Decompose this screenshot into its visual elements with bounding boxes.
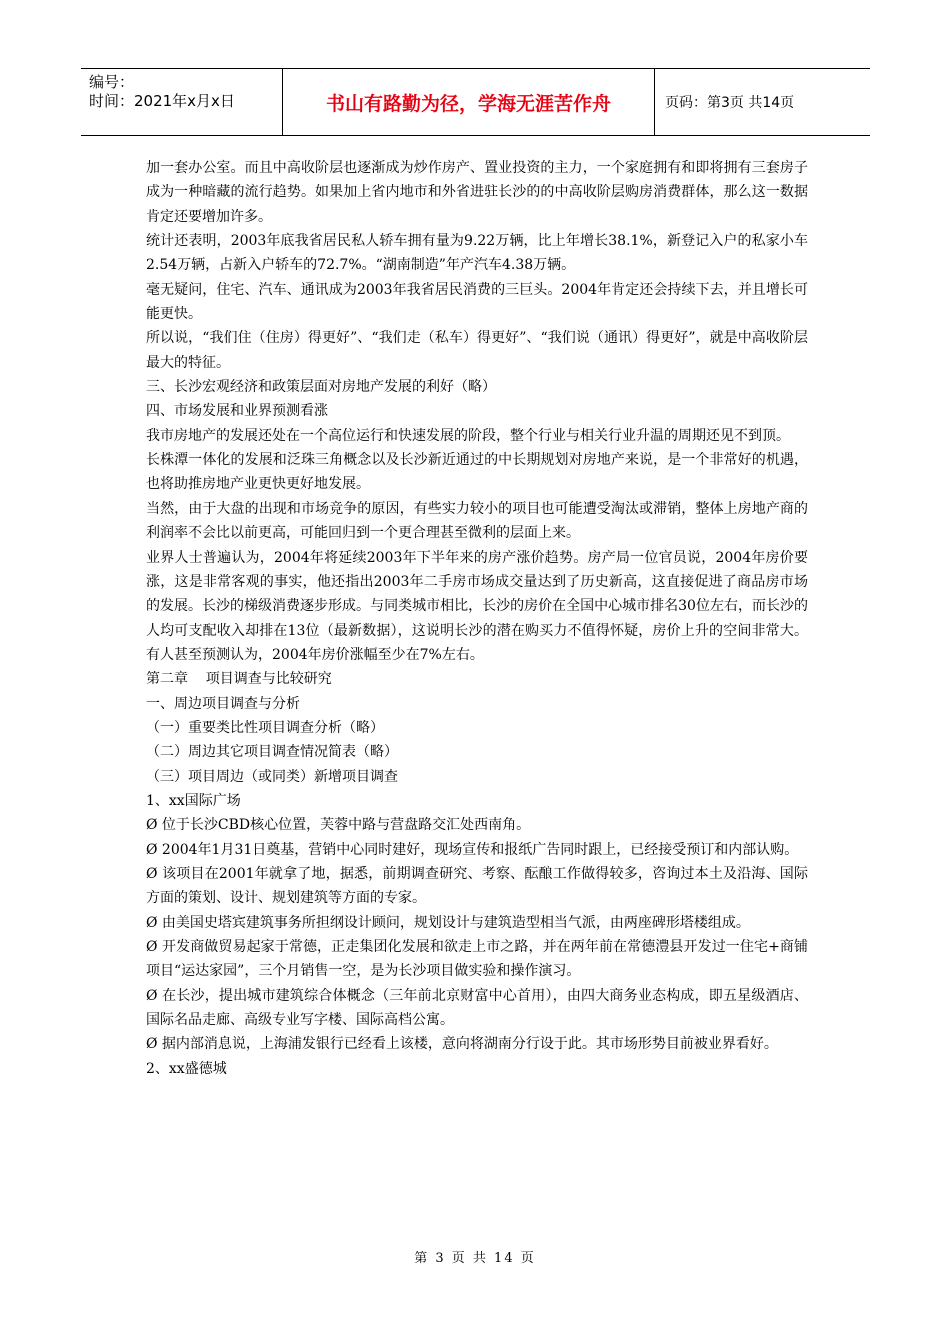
paragraph: 加一套办公室。而且中高收阶层也逐渐成为炒作房产、置业投资的主力，一个家庭拥有和即将拥有三套房子成为一种暗藏的流行趋势。如果加上省内地市和外省进驻长沙的的中高收阶层购房消费群体，那么这一数据肯定还要增加许多。 [146,160,808,225]
document-time: 时间：2021年x月x日 [89,92,235,110]
subsection-heading: （二）周边其它项目调查情况简表（略） [146,744,398,761]
paragraph: 统计还表明，2003年底我省居民私人轿车拥有量为9.22万辆，比上年增长38.1%，新登记入户的私家小车2.54万辆，占新入户轿车的72.7%。“湖南制造”年产汽车4.38万辆。 [146,233,808,274]
page-header [81,68,870,136]
paragraph: 业界人士普遍认为，2004年将延续2003年下半年来的房产涨价趋势。房产局一位官员说，2004年房价要涨，这是非常客观的事实，他还指出2003年二手房市场成交量达到了历史新高，这直接促进了商品房市场的发展。长沙的梯级消费逐步形成。与同类城市相比，长沙的房价在全国中心城市排名30位左右，而长沙的人均可支配收入却排在13位（最新数据），这说明长沙的潜在购买力不值得怀疑，房价上升的空间非常大。有人甚至预测认为，2004年房价涨幅至少在7%左右。 [146,549,808,663]
bullet-item: Ø 开发商做贸易起家于常德，正走集团化发展和欲走上市之路，并在两年前在常德澧县开发过一住宅+商铺项目“运达家园”，三个月销售一空，是为长沙项目做实验和操作演习。 [146,939,808,980]
document-number: 编号： [89,73,135,91]
paragraph: 长株潭一体化的发展和泛珠三角概念以及长沙新近通过的中长期规划对房地产来说，是一个非常好的机遇，也将助推房地产业更快更好地发展。 [146,452,808,493]
bullet-item: Ø 由美国史塔宾建筑事务所担纲设计顾问，规划设计与建筑造型相当气派，由两座碑形塔楼组成。 [146,914,750,931]
page-footer: 第 3 页 共 14 页 [414,1251,536,1266]
bullet-item: Ø 该项目在2001年就拿了地，据悉，前期调查研究、考察、酝酿工作做得较多，咨询过本土及沿海、国际方面的策划、设计、规划建筑等方面的专家。 [146,865,808,907]
chapter-heading: 第二章 项目调查与比较研究 [146,671,332,688]
section-heading: 三、长沙宏观经济和政策层面对房地产发展的利好（略） [146,379,496,396]
bullet-item: Ø 2004年1月31日奠基，营销中心同时建好，现场宣传和报纸广告同时跟上，已经接受预订和内部认购。 [146,841,799,858]
subsection-heading: （三）项目周边（或同类）新增项目调查 [146,768,398,785]
document-body [146,156,808,1081]
section-heading: 四、市场发展和业界预测看涨 [146,403,328,420]
paragraph: 毫无疑问，住宅、汽车、通讯成为2003年我省居民消费的三巨头。2004年肯定还会持续下去，并且增长可能更快。 [146,281,808,323]
paragraph: 当然，由于大盘的出现和市场竞争的原因，有些实力较小的项目也可能遭受淘汰或滞销，整体上房地产商的利润率不会比以前更高，可能回归到一个更合理甚至微利的层面上来。 [146,500,808,542]
bullet-item: Ø 据内部消息说，上海浦发银行已经看上该楼，意向将湖南分行设于此。其市场形势目前被业界看好。 [146,1036,778,1053]
project-heading: 1、xx国际广场 [146,792,241,809]
paragraph: 所以说，“我们住（住房）得更好”、“我们走（私车）得更好”、“我们说（通讯）得更好”，就是中高收阶层最大的特征。 [146,330,808,371]
header-page-number: 页码：第3页 共14页 [665,95,795,111]
header-info-cell [81,69,283,135]
paragraph: 我市房地产的发展还处在一个高位运行和快速发展的阶段，整个行业与相关行业升温的周期还见不到顶。 [146,427,790,444]
subsection-heading: （一）重要类比性项目调查分析（略） [146,719,384,736]
section-heading: 一、周边项目调查与分析 [146,695,300,712]
bullet-item: Ø 在长沙，提出城市建筑综合体概念（三年前北京财富中心首用），由四大商务业态构成，即五星级酒店、国际名品走廊、高级专业写字楼、国际高档公寓。 [146,987,808,1029]
bullet-item: Ø 位于长沙CBD核心位置，芙蓉中路与营盘路交汇处西南角。 [146,817,531,834]
project-heading: 2、xx盛德城 [146,1060,227,1077]
header-motto: 书山有路勤为径，学海无涯苦作舟 [283,69,655,135]
